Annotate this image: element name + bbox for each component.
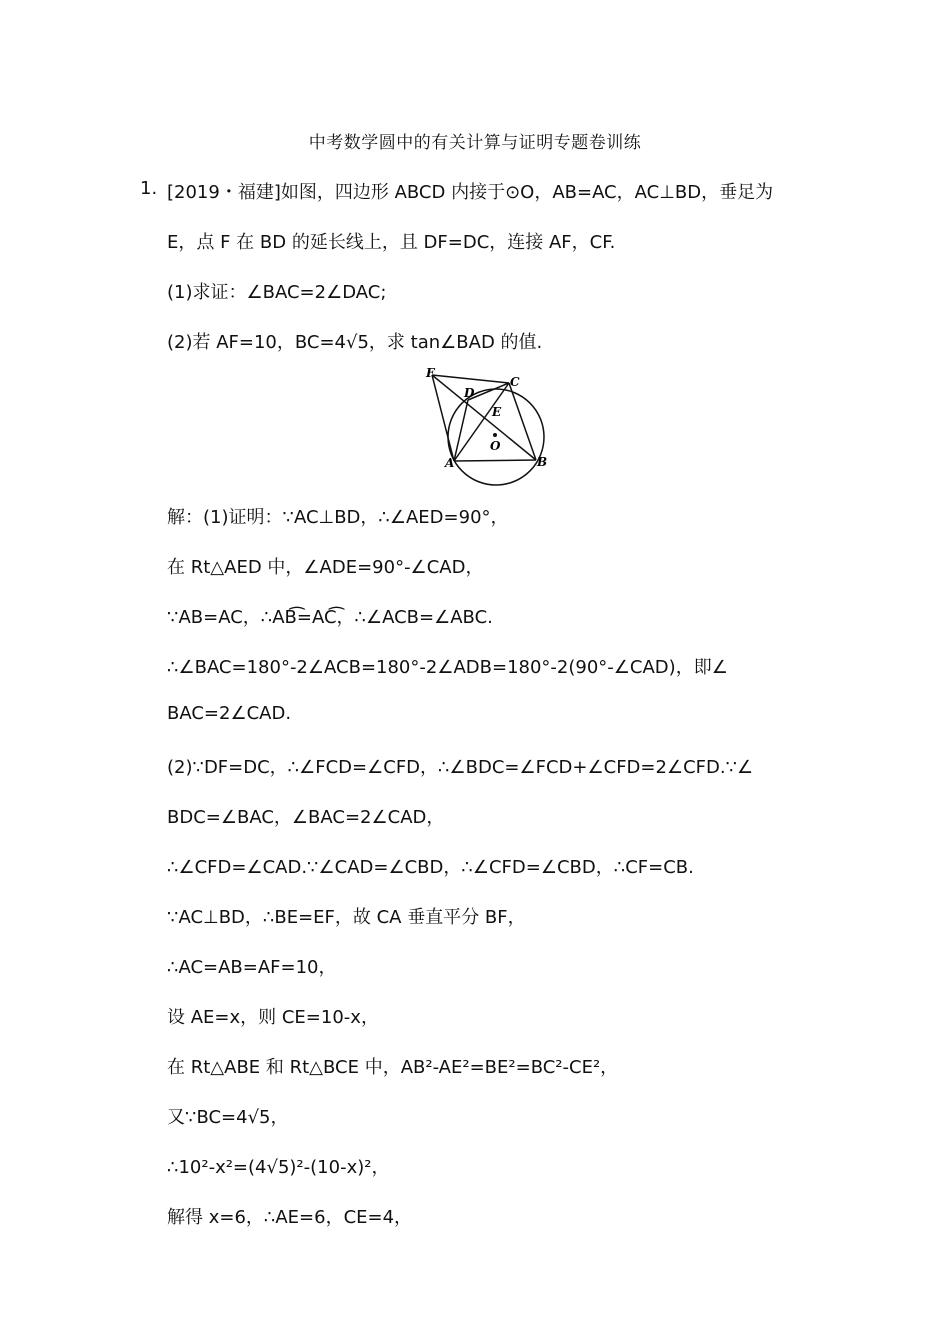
label-b: B bbox=[537, 455, 548, 469]
solution-line-4: ∴∠BAC=180°-2∠ACB=180°-2∠ADB=180°-2(90°-∠CAD)，即∠ bbox=[167, 657, 728, 678]
solution-line-1: 解：(1)证明：∵AC⊥BD，∴∠AED=90°， bbox=[167, 507, 509, 528]
segment-fa bbox=[432, 375, 454, 461]
label-e: E bbox=[492, 405, 502, 419]
solution-line-9: ∵AC⊥BD，∴BE=EF，故 CA 垂直平分 BF， bbox=[167, 907, 526, 928]
circle-o bbox=[448, 389, 544, 485]
document-title: 中考数学圆中的有关计算与证明专题卷训练 bbox=[308, 133, 642, 153]
label-a: A bbox=[445, 456, 455, 470]
solution-line-14: ∴10²-x²=(4√5)²-(10-x)²， bbox=[167, 1157, 390, 1178]
problem-line-2: E，点 F 在 BD 的延长线上，且 DF=DC，连接 AF，CF. bbox=[167, 232, 616, 253]
solution-line-11: 设 AE=x，则 CE=10-x， bbox=[167, 1007, 379, 1028]
solution-line-6: (2)∵DF=DC，∴∠FCD=∠CFD，∴∠BDC=∠FCD+∠CFD=2∠CFD.∵∠ bbox=[167, 757, 754, 778]
problem-part-1: (1)求证：∠BAC=2∠DAC; bbox=[167, 282, 387, 303]
question-number: 1. bbox=[140, 178, 158, 199]
problem-line-1: [2019・福建]如图，四边形 ABCD 内接于⊙O，AB=AC，AC⊥BD，垂足为 bbox=[167, 182, 774, 203]
solution-line-5: BAC=2∠CAD. bbox=[167, 703, 292, 724]
center-point bbox=[493, 433, 497, 437]
label-d: D bbox=[464, 386, 475, 400]
label-f: F bbox=[426, 366, 435, 380]
solution-line-15: 解得 x=6，∴AE=6，CE=4， bbox=[167, 1207, 413, 1228]
solution-line-2: 在 Rt△AED 中，∠ADE=90°-∠CAD， bbox=[167, 557, 484, 578]
solution-line-8: ∴∠CFD=∠CAD.∵∠CAD=∠CBD，∴∠CFD=∠CBD，∴CF=CB. bbox=[167, 857, 694, 878]
solution-line-13: 又∵BC=4√5， bbox=[167, 1107, 289, 1128]
solution-line-12: 在 Rt△ABE 和 Rt△BCE 中，AB²-AE²=BE²=BC²-CE²， bbox=[167, 1057, 619, 1078]
segment-fc bbox=[432, 375, 509, 383]
problem-part-2: (2)若 AF=10，BC=4√5，求 tan∠BAD 的值. bbox=[167, 332, 543, 353]
label-c: C bbox=[510, 375, 520, 389]
solution-line-3: ∵AB=AC，∴AB͡=AC͡，∴∠ACB=∠ABC. bbox=[167, 607, 493, 628]
solution-line-10: ∴AC=AB=AF=10， bbox=[167, 957, 337, 978]
label-o: O bbox=[490, 439, 501, 453]
geometry-figure bbox=[420, 362, 560, 487]
segment-ab bbox=[454, 460, 536, 461]
solution-line-7: BDC=∠BAC，∠BAC=2∠CAD， bbox=[167, 807, 445, 828]
